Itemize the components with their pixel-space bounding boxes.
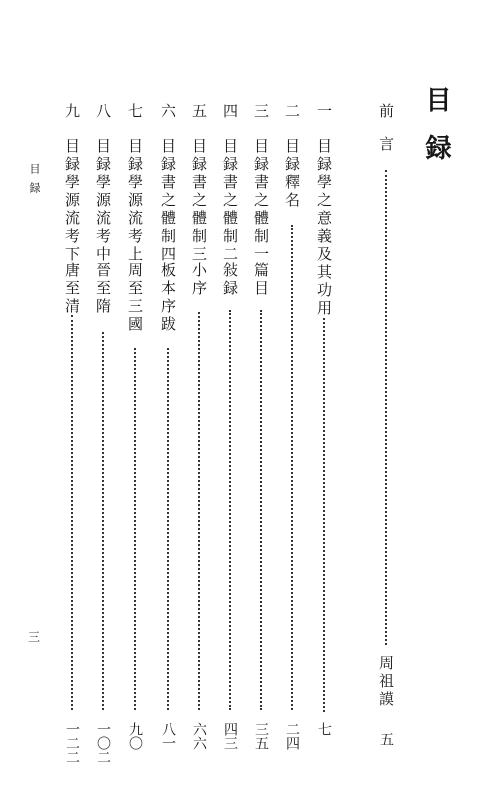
entry-number: 三	[252, 103, 270, 121]
dot-leader	[134, 348, 136, 710]
entry-page: 八一	[160, 722, 176, 750]
toc-entry-9[interactable]	[58, 0, 86, 800]
entry-page: 一二二	[64, 722, 80, 764]
entry-page: 六六	[191, 722, 207, 750]
entry-number: 四	[221, 103, 239, 121]
entry-title: 目録書之體制一	[252, 138, 270, 264]
entry-page: 三五	[253, 722, 269, 750]
entry-number: 一	[315, 103, 333, 121]
entry-subtitle: 板本序跋	[159, 262, 177, 334]
entry-title: 目録學源流考下	[63, 138, 81, 264]
entry-number: 二	[283, 103, 301, 121]
dot-leader	[71, 315, 73, 710]
dot-leader	[102, 332, 104, 710]
entry-number: 六	[159, 103, 177, 121]
entry-number: 五	[190, 103, 208, 121]
entry-page: 四三	[222, 722, 238, 750]
entry-title: 目録書之體制四	[159, 138, 177, 264]
entry-subtitle: 敍録	[221, 262, 239, 298]
running-header: 目録	[28, 163, 41, 201]
entry-title: 目録學之意義及其功用	[315, 138, 333, 318]
entry-page: 七	[316, 722, 332, 736]
preface-page: 五	[378, 732, 394, 746]
toc-entry-7[interactable]	[121, 0, 149, 800]
entry-page: 二四	[284, 722, 300, 750]
entry-page: 九〇	[127, 722, 143, 750]
toc-entry-4[interactable]	[216, 0, 244, 800]
page-number: 三	[28, 630, 41, 644]
entry-subtitle: 唐至清	[63, 262, 81, 316]
dot-leader	[323, 318, 325, 712]
dot-leader	[385, 170, 387, 645]
toc-entry-2[interactable]	[278, 0, 306, 800]
entry-number: 九	[63, 103, 81, 121]
toc-entry-8[interactable]	[89, 0, 117, 800]
entry-number: 八	[94, 103, 112, 121]
dot-leader	[260, 310, 262, 710]
entry-subtitle: 周至三國	[126, 262, 144, 334]
dot-leader	[229, 310, 231, 710]
entry-page: 一〇二	[95, 722, 111, 764]
toc-entry-5[interactable]	[185, 0, 213, 800]
entry-subtitle: 小序	[190, 262, 208, 298]
entry-title: 目録學源流考上	[126, 138, 144, 264]
entry-title: 目録書之體制二	[221, 138, 239, 264]
dot-leader	[198, 312, 200, 710]
entry-number: 七	[126, 103, 144, 121]
toc-entry-3[interactable]	[247, 0, 275, 800]
entry-subtitle: 篇目	[252, 262, 270, 298]
entry-title: 目録學源流考中	[94, 138, 112, 264]
toc-preface[interactable]	[372, 0, 400, 800]
preface-author: 周祖謨	[377, 655, 395, 709]
entry-subtitle: 晉至隋	[94, 262, 112, 316]
toc-entry-6[interactable]	[154, 0, 182, 800]
dot-leader	[291, 225, 293, 710]
entry-title: 目録釋名	[283, 138, 301, 210]
toc-entry-1[interactable]	[310, 0, 338, 800]
dot-leader	[167, 348, 169, 710]
page-heading: 目録	[421, 86, 451, 182]
preface-title: 前言	[377, 103, 395, 169]
entry-title: 目録書之體制三	[190, 138, 208, 264]
